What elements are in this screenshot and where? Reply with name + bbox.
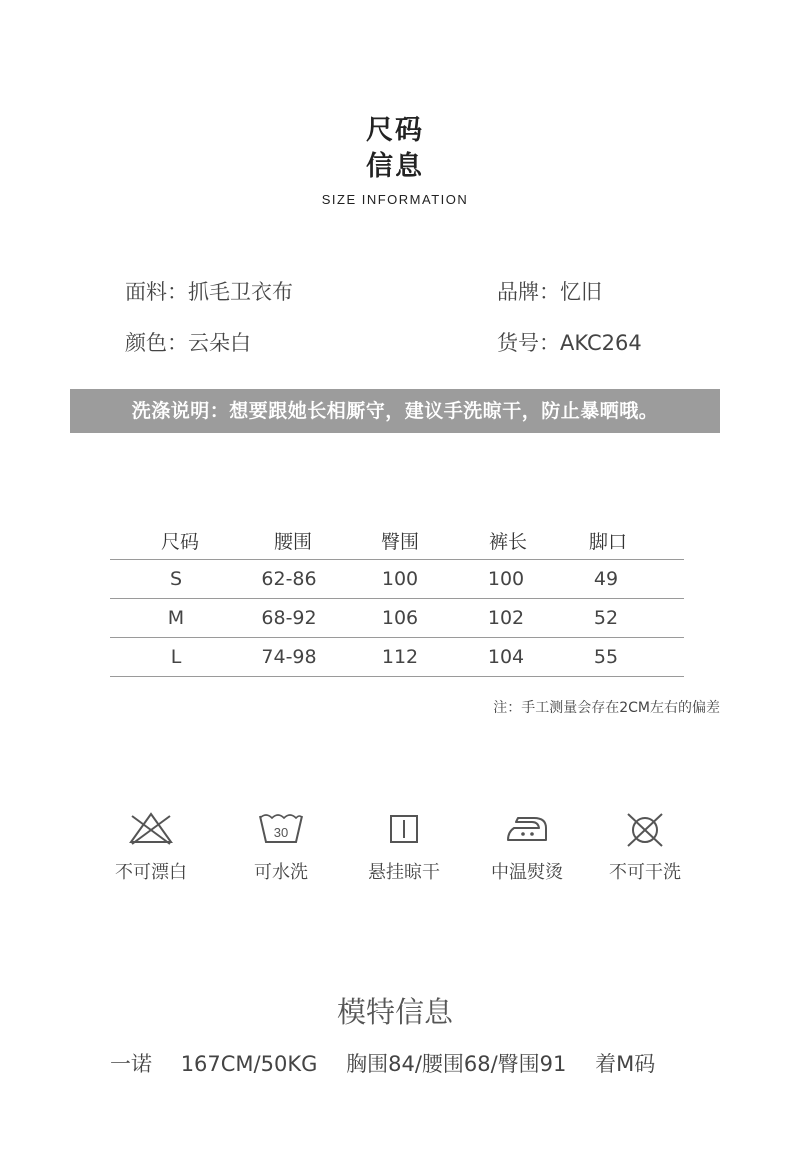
table-cell: 74-98 (261, 646, 317, 668)
model-name: 一诺 (110, 1052, 152, 1076)
model-info-line (110, 1048, 655, 1078)
care-label: 中温熨烫 (491, 862, 563, 883)
header-hip: 臀围 (380, 531, 419, 553)
hand-wash-30-icon (256, 808, 306, 848)
table-cell: S (169, 568, 183, 590)
table-cell: 68-92 (261, 607, 317, 629)
model-height-weight: 167CM/50KG (180, 1052, 318, 1076)
table-row (110, 560, 684, 599)
header-hem: 脚口 (588, 531, 627, 553)
care-label: 悬挂晾干 (368, 862, 440, 883)
table-cell: 102 (487, 607, 525, 629)
table-row (110, 599, 684, 638)
title-line-2: 信息 (366, 151, 424, 182)
table-cell: 100 (487, 568, 525, 590)
model-size-worn: 着M码 (595, 1052, 656, 1076)
color-info: 颜色：云朵白 (125, 331, 251, 355)
table-cell: 106 (381, 607, 419, 629)
table-row (110, 638, 684, 677)
care-label: 可水洗 (254, 862, 308, 883)
care-item-hang-dry (349, 808, 459, 884)
table-cell: M (167, 607, 185, 629)
wash-instruction-banner: 洗涤说明：想要跟她长相厮守，建议手洗晾干，防止暴晒哦。 (70, 389, 720, 433)
table-cell: 49 (593, 568, 619, 590)
header-waist: 腰围 (273, 531, 312, 553)
wash-temperature: 30 (273, 825, 289, 840)
care-item-no-bleach (96, 808, 206, 884)
title-line-1: 尺码 (366, 115, 424, 146)
header-length: 裤长 (488, 531, 527, 553)
measurement-note: 注：手工测量会存在2CM左右的偏差 (493, 700, 720, 716)
table-header-row (110, 526, 684, 560)
table-cell: 112 (381, 646, 419, 668)
subtitle: SIZE INFORMATION (321, 192, 469, 207)
iron-medium-icon (502, 808, 552, 848)
care-item-no-dry-clean (590, 808, 700, 884)
brand-info: 品牌：忆旧 (497, 280, 602, 304)
model-measurements: 胸围84/腰围68/臀围91 (346, 1052, 567, 1076)
model-info-title: 模特信息 (336, 995, 453, 1029)
care-item-hand-wash (226, 808, 336, 884)
table-cell: 55 (593, 646, 619, 668)
table-cell: 104 (487, 646, 525, 668)
no-bleach-icon (126, 808, 176, 848)
item-number-info: 货号：AKC264 (497, 331, 642, 355)
care-item-iron (472, 808, 582, 884)
table-cell: L (170, 646, 182, 668)
fabric-info: 面料：抓毛卫衣布 (125, 280, 293, 304)
size-table (110, 526, 684, 677)
header-size: 尺码 (160, 531, 199, 553)
table-cell: 52 (593, 607, 619, 629)
care-label: 不可干洗 (609, 862, 681, 883)
no-dry-clean-icon (620, 808, 670, 848)
table-cell: 100 (381, 568, 419, 590)
hang-dry-icon (379, 808, 429, 848)
care-label: 不可漂白 (115, 862, 187, 883)
table-cell: 62-86 (261, 568, 317, 590)
